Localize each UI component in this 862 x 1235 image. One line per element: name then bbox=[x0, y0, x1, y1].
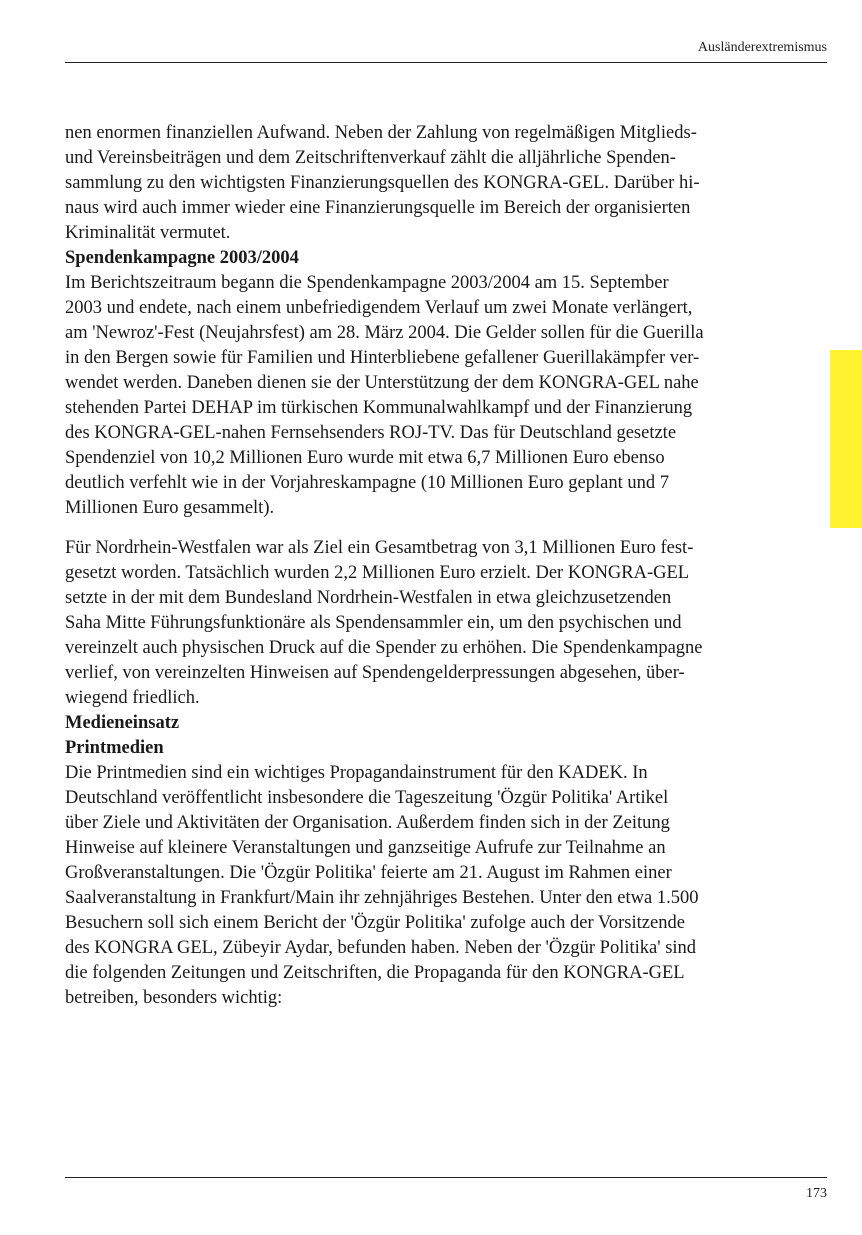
text-line: betreiben, besonders wichtig: bbox=[65, 988, 283, 1008]
paragraph-printmedien bbox=[65, 761, 783, 1011]
text-line: die folgenden Zeitungen und Zeitschriften, die Propaganda für den KONGRA-GEL bbox=[65, 963, 685, 983]
section-heading-printmedien: Printmedien bbox=[65, 738, 164, 758]
text-line: vereinzelt auch physischen Druck auf die Spender zu erhöhen. Die Spendenkampagne bbox=[65, 638, 703, 658]
running-header: Ausländerextremismus bbox=[697, 40, 827, 55]
text-line: Saalveranstaltung in Frankfurt/Main ihr zehnjähriges Bestehen. Unter den etwa 1.500 bbox=[65, 888, 699, 908]
text-line: sammlung zu den wichtigsten Finanzierungsquellen des KONGRA-GEL. Darüber hi- bbox=[65, 173, 700, 193]
chapter-marker-tab bbox=[830, 350, 862, 528]
paragraph-campaign bbox=[65, 271, 783, 521]
text-line: des KONGRA GEL, Zübeyir Aydar, befunden haben. Neben der 'Özgür Politika' sind bbox=[65, 938, 697, 958]
text-line: wendet werden. Daneben dienen sie der Unterstützung der dem KONGRA-GEL nahe bbox=[65, 373, 699, 393]
text-line: gesetzt worden. Tatsächlich wurden 2,2 Millionen Euro erzielt. Der KONGRA-GEL bbox=[65, 563, 690, 583]
text-line: Spendenziel von 10,2 Millionen Euro wurde mit etwa 6,7 Millionen Euro ebenso bbox=[65, 448, 665, 468]
text-line: nen enormen finanziellen Aufwand. Neben der Zahlung von regelmäßigen Mitglieds- bbox=[65, 123, 697, 143]
text-line: des KONGRA-GEL-nahen Fernsehsenders ROJ-TV. Das für Deutschland gesetzte bbox=[65, 423, 677, 443]
text-line: Kriminalität vermutet. bbox=[65, 223, 231, 243]
text-line: wiegend friedlich. bbox=[65, 688, 200, 708]
header-rule bbox=[65, 62, 827, 63]
paragraph-nrw bbox=[65, 536, 783, 711]
text-line: in den Bergen sowie für Familien und Hinterbliebene gefallener Guerillakämpfer ver- bbox=[65, 348, 700, 368]
text-line: verlief, von vereinzelten Hinweisen auf Spendengelderpressungen abgesehen, über- bbox=[65, 663, 685, 683]
section-heading-spendenkampagne: Spendenkampagne 2003/2004 bbox=[65, 248, 299, 268]
text-line: Im Berichtszeitraum begann die Spendenkampagne 2003/2004 am 15. September bbox=[65, 273, 669, 293]
text-line: Die Printmedien sind ein wichtiges Propagandainstrument für den KADEK. In bbox=[65, 763, 648, 783]
page-content bbox=[65, 121, 783, 1011]
footer-rule bbox=[65, 1177, 827, 1178]
text-line: naus wird auch immer wieder eine Finanzierungsquelle im Bereich der organisierten bbox=[65, 198, 691, 218]
text-line: Für Nordrhein-Westfalen war als Ziel ein Gesamtbetrag von 3,1 Millionen Euro fest- bbox=[65, 538, 694, 558]
text-line: am 'Newroz'-Fest (Neujahrsfest) am 28. März 2004. Die Gelder sollen für die Guerilla bbox=[65, 323, 704, 343]
text-line: über Ziele und Aktivitäten der Organisation. Außerdem finden sich in der Zeitung bbox=[65, 813, 670, 833]
text-line: deutlich verfehlt wie in der Vorjahreskampagne (10 Millionen Euro geplant und 7 bbox=[65, 473, 670, 493]
text-line: setzte in der mit dem Bundesland Nordrhein-Westfalen in etwa gleichzusetzenden bbox=[65, 588, 672, 608]
section-heading-medieneinsatz: Medieneinsatz bbox=[65, 713, 180, 733]
text-line: Saha Mitte Führungsfunktionäre als Spendensammler ein, um den psychischen und bbox=[65, 613, 682, 633]
page-number: 173 bbox=[806, 1186, 827, 1201]
text-line: Besuchern soll sich einem Bericht der 'Özgür Politika' zufolge auch der Vorsitzende bbox=[65, 913, 685, 933]
text-line: 2003 und endete, nach einem unbefriedigendem Verlauf um zwei Monate verlängert, bbox=[65, 298, 693, 318]
text-line: Hinweise auf kleinere Veranstaltungen und ganzseitige Aufrufe zur Teilnahme an bbox=[65, 838, 666, 858]
text-line: stehenden Partei DEHAP im türkischen Kommunalwahlkampf und der Finanzierung bbox=[65, 398, 693, 418]
paragraph-financing bbox=[65, 121, 783, 246]
text-line: und Vereinsbeiträgen und dem Zeitschriftenverkauf zählt die alljährliche Spenden- bbox=[65, 148, 676, 168]
text-line: Deutschland veröffentlicht insbesondere die Tageszeitung 'Özgür Politika' Artikel bbox=[65, 788, 669, 808]
text-line: Großveranstaltungen. Die 'Özgür Politika' feierte am 21. August im Rahmen einer bbox=[65, 863, 672, 883]
text-line: Millionen Euro gesammelt). bbox=[65, 498, 275, 518]
